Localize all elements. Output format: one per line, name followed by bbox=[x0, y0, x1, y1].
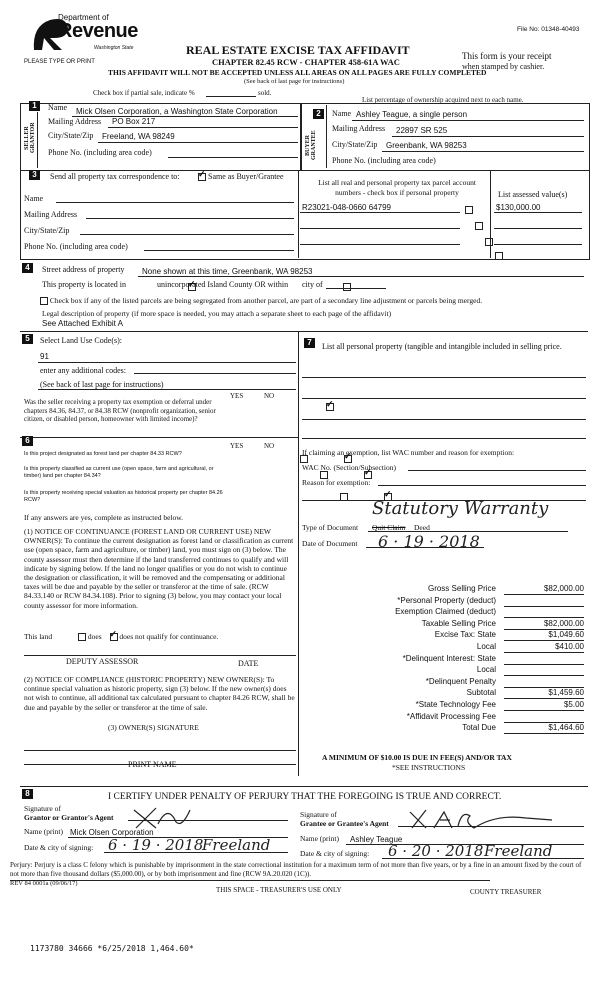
section-6-badge: 6 bbox=[22, 436, 33, 446]
s6-yes-header: YES bbox=[230, 442, 244, 450]
s5-yes-header: YES bbox=[230, 392, 244, 400]
partial-sale-sold: sold. bbox=[258, 89, 272, 97]
grantee-city-value[interactable]: Freeland bbox=[484, 842, 553, 860]
fee-label: *Delinquent Penalty bbox=[425, 676, 496, 686]
fee-label: Gross Selling Price bbox=[427, 584, 496, 593]
fee-label: *Affidavit Processing Fee bbox=[406, 711, 496, 721]
fee-row bbox=[302, 607, 586, 619]
parcel-header-2: numbers - check box if personal property bbox=[335, 188, 459, 197]
fee-value[interactable] bbox=[504, 665, 584, 676]
grantee-sig-label-1: Signature of bbox=[300, 810, 337, 819]
s5-no-header: NO bbox=[264, 392, 275, 400]
land-does-not-checkbox[interactable] bbox=[110, 633, 118, 641]
grantor-name-label: Name (print) bbox=[24, 827, 63, 836]
assessed-value[interactable]: $130,000.00 bbox=[496, 203, 541, 212]
seller-city-value[interactable]: Freeland, WA 98249 bbox=[102, 132, 175, 141]
fee-label: Local bbox=[476, 665, 496, 675]
print-name-label: PRINT NAME bbox=[128, 760, 177, 769]
form-warning: THIS AFFIDAVIT WILL NOT BE ACCEPTED UNLESS ALL AREAS ON ALL PAGES ARE FULLY COMPLETED bbox=[108, 68, 487, 77]
fee-row bbox=[302, 584, 586, 596]
buyer-city-value[interactable]: Greenbank, WA 98253 bbox=[386, 141, 467, 150]
land-use-see-back: (See back of last page for instructions) bbox=[40, 380, 164, 389]
fees-table bbox=[302, 584, 586, 735]
fee-row bbox=[302, 642, 586, 654]
parcel-4-personal-checkbox[interactable] bbox=[495, 252, 503, 260]
document-type-label: Type of Document bbox=[302, 523, 359, 532]
see-back-header: (See back of last page for instructions) bbox=[244, 78, 345, 85]
buyer-name-value[interactable]: Ashley Teague, a single person bbox=[356, 110, 468, 119]
fee-row bbox=[302, 688, 586, 700]
treasurer-use-only: THIS SPACE - TREASURER'S USE ONLY bbox=[216, 886, 342, 894]
percentage-label: List percentage of ownership acquired next to each name. bbox=[362, 96, 524, 104]
grantee-sig-label-2: Grantee or Grantee's Agent bbox=[300, 819, 389, 828]
fee-label: Excise Tax: State bbox=[434, 630, 496, 640]
exemption-no-checkbox[interactable] bbox=[326, 403, 334, 411]
fee-label: Subtotal bbox=[466, 688, 496, 698]
file-number: File No: 01348-40493 bbox=[517, 26, 580, 33]
logo-dept: Department of bbox=[58, 13, 109, 22]
receipt-line2: when stamped by cashier. bbox=[462, 62, 545, 71]
section-1-badge: 1 bbox=[29, 101, 40, 111]
grantee-name-label: Name (print) bbox=[300, 834, 339, 843]
grantor-name-value[interactable]: Mick Olsen Corporation bbox=[70, 828, 154, 837]
parcel-2-personal-checkbox[interactable] bbox=[475, 222, 483, 230]
see-instructions-note: *SEE INSTRUCTIONS bbox=[392, 763, 466, 772]
historic-question: Is this property receiving special valuation as historical property per chapter 84.26 RCW? bbox=[24, 490, 223, 503]
exemption-reason-label: Reason for exemption: bbox=[302, 478, 371, 487]
partial-sale-label: Check box if partial sale, indicate % bbox=[93, 89, 195, 97]
located-prefix: This property is located in bbox=[42, 280, 126, 289]
same-as-buyer-option[interactable] bbox=[198, 172, 284, 181]
grantee-signature[interactable] bbox=[406, 806, 556, 832]
seller-city-label: City/State/Zip bbox=[48, 131, 94, 140]
fee-value[interactable] bbox=[504, 596, 584, 607]
buyer-city-label: City/State/Zip bbox=[332, 140, 378, 149]
unincorporated-label: unincorporated Island County OR within bbox=[157, 280, 289, 289]
fee-row bbox=[302, 677, 586, 689]
fee-label: Taxable Selling Price bbox=[421, 618, 496, 628]
fee-label: *Delinquent Interest: State bbox=[402, 653, 496, 663]
land-use-value[interactable]: 91 bbox=[40, 352, 49, 361]
form-chapter: CHAPTER 82.45 RCW - CHAPTER 458-61A WAC bbox=[212, 57, 400, 67]
grantee-date-label: Date & city of signing: bbox=[300, 849, 370, 858]
grantor-date-value[interactable]: 6 · 19 · 2018 bbox=[108, 836, 204, 854]
send-correspondence-label: Send all property tax correspondence to: bbox=[50, 172, 180, 181]
fee-row bbox=[302, 723, 586, 735]
notice-continuance: (1) NOTICE OF CONTINUANCE (FOREST LAND OR CURRENT USE) NEW OWNER(S): To continue the current designation as forest land or classification as current use (open space, farm and agriculture, or timber) land, you must sign on (3) below. The county assessor must then determine if the land transferred continues to qualify and will indicate by signing below. If the land no longer qualifies or you do not wish to continue the designation or classification, it will be removed and the compensating or additional taxes will be due and payable by the seller or transferor at the time of sale. (RCW 84.33.140 or RCW 84.34.108). Prior to signing (3) below, you may contact your local county assessor for more information. bbox=[24, 527, 294, 610]
land-use-label: Select Land Use Code(s): bbox=[40, 336, 122, 345]
fee-value[interactable]: $410.00 bbox=[504, 642, 584, 653]
deputy-date-label: DATE bbox=[238, 659, 259, 668]
seller-side-label: SELLER GRANTOR bbox=[24, 122, 36, 154]
street-address-value[interactable]: None shown at this time, Greenbank, WA 98253 bbox=[142, 267, 313, 276]
document-date-value[interactable]: 6 · 19 · 2018 bbox=[378, 532, 480, 551]
seller-address-value[interactable]: PO Box 217 bbox=[112, 117, 156, 126]
seller-name-value[interactable]: Mick Olsen Corporation, a Washington State Corporation bbox=[76, 107, 278, 116]
grantor-sig-label-2: Grantor or Grantor's Agent bbox=[24, 813, 114, 822]
perjury-statement: Perjury: Perjury is a class C felony which is punishable by imprisonment in the state correctional institution for a maximum term of not more than five years, or by a fine in an amount fixed by the court of not more than five thousand dollars ($5,000.00), or by both imprisonment and fine (RCW 9A.20.020 (1C)). bbox=[10, 861, 582, 878]
cashier-stamp: 1173780 34666 *6/25/2018 1,464.60* bbox=[30, 944, 194, 953]
s6-no-header: NO bbox=[264, 442, 275, 450]
form-revision: REV 84 0001a (09/06/17) bbox=[10, 880, 78, 887]
additional-codes-label: enter any additional codes: bbox=[40, 366, 126, 375]
document-type-struck: Quit Claim bbox=[372, 523, 406, 532]
corr-phone-label: Phone No. (including area code) bbox=[24, 242, 128, 251]
fee-value[interactable]: $1,049.60 bbox=[504, 630, 584, 641]
minimum-fee-note: A MINIMUM OF $10.00 IS DUE IN FEE(S) AND/OR TAX bbox=[322, 753, 512, 762]
land-does-checkbox[interactable] bbox=[78, 633, 86, 641]
buyer-address-value[interactable]: 22897 SR 525 bbox=[396, 126, 448, 135]
fee-value[interactable] bbox=[504, 654, 584, 665]
please-type: PLEASE TYPE OR PRINT bbox=[24, 59, 95, 65]
corr-address-label: Mailing Address bbox=[24, 210, 78, 219]
land-qualify-line: This land does ✓ does not qualify for continuance. bbox=[24, 632, 218, 641]
corr-city-label: City/State/Zip bbox=[24, 226, 70, 235]
fee-row bbox=[302, 700, 586, 712]
document-type-deed: Deed bbox=[414, 523, 430, 532]
grantor-date-label: Date & city of signing: bbox=[24, 843, 94, 852]
section-5-badge: 5 bbox=[22, 334, 33, 344]
current-use-question: Is this property classified as current use (open space, farm and agricultural, or timber) land per chapter 84.34? bbox=[24, 466, 214, 479]
grantor-city-value[interactable]: Freeland bbox=[202, 836, 271, 854]
revenue-logo bbox=[28, 10, 140, 60]
fee-row bbox=[302, 619, 586, 631]
logo-state: Washington State bbox=[94, 45, 134, 51]
fee-label: Total Due bbox=[462, 723, 496, 733]
receipt-line1: This form is your receipt bbox=[462, 51, 552, 61]
fee-value[interactable]: $82,000.00 bbox=[504, 584, 584, 595]
buyer-address-label: Mailing Address bbox=[332, 124, 386, 133]
fee-value[interactable] bbox=[504, 712, 584, 723]
fee-label: Exemption Claimed (deduct) bbox=[395, 607, 496, 617]
owner-signature-label: (3) OWNER(S) SIGNATURE bbox=[108, 723, 199, 732]
buyer-side-label: BUYER GRANTEE bbox=[305, 130, 317, 160]
fee-row bbox=[302, 654, 586, 666]
wac-number-label: WAC No. (Section/Subsection) bbox=[302, 463, 396, 472]
section-3-badge: 3 bbox=[29, 170, 40, 180]
assessed-header: List assessed value(s) bbox=[498, 190, 568, 199]
fee-value[interactable] bbox=[504, 607, 584, 618]
fee-value[interactable] bbox=[504, 677, 584, 688]
parcel-header-1: List all real and personal property tax parcel account bbox=[318, 178, 476, 187]
certify-statement: I CERTIFY UNDER PENALTY OF PERJURY THAT THE FOREGOING IS TRUE AND CORRECT. bbox=[108, 792, 502, 802]
legal-description-value[interactable]: See Attached Exhibit A bbox=[42, 319, 123, 328]
section-2-badge: 2 bbox=[313, 109, 324, 119]
parcel-number[interactable]: R23021-048-0660 64799 bbox=[302, 203, 391, 212]
city-of-label: city of bbox=[302, 280, 323, 289]
parcel-3-personal-checkbox[interactable] bbox=[485, 238, 493, 246]
seller-name-label: Name bbox=[48, 103, 68, 112]
legal-description-label: Legal description of property (if more space is needed, you may attach a separate sheet to each page of the affidavit) bbox=[42, 309, 392, 318]
grantor-sig-label-1: Signature of bbox=[24, 804, 61, 813]
same-as-buyer-checkbox[interactable] bbox=[198, 173, 206, 181]
fee-value[interactable]: $1,464.60 bbox=[504, 723, 584, 734]
personal-property-label: List all personal property (tangible and intangible included in selling price. bbox=[322, 342, 562, 351]
fee-label: *State Technology Fee bbox=[415, 699, 496, 709]
fee-row bbox=[302, 630, 586, 642]
fee-label: Local bbox=[476, 641, 496, 651]
claim-exemption-label: If claiming an exemption, list WAC number and reason for exemption: bbox=[302, 448, 515, 457]
buyer-name-label: Name bbox=[332, 109, 352, 118]
seller-address-label: Mailing Address bbox=[48, 117, 102, 126]
county-treasurer-label: COUNTY TREASURER bbox=[470, 888, 542, 896]
segregated-note[interactable]: Check box if any of the listed parcels are being segregated from another parcel, are part of a secondary line adjustment or parcels being merged. bbox=[40, 296, 482, 305]
fee-value[interactable]: $1,459.60 bbox=[504, 688, 584, 699]
grantee-name-value[interactable]: Ashley Teague bbox=[350, 835, 403, 844]
street-address-label: Street address of property bbox=[42, 265, 125, 274]
fee-row bbox=[302, 712, 586, 724]
seller-phone-label: Phone No. (including area code) bbox=[48, 148, 152, 157]
fee-label: *Personal Property (deduct) bbox=[397, 595, 496, 605]
parcel-1-personal-checkbox[interactable] bbox=[465, 206, 473, 214]
fee-row bbox=[302, 596, 586, 608]
grantor-signature[interactable] bbox=[130, 802, 200, 830]
buyer-phone-label: Phone No. (including area code) bbox=[332, 156, 436, 165]
section-8-badge: 8 bbox=[22, 789, 33, 799]
form-title: REAL ESTATE EXCISE TAX AFFIDAVIT bbox=[186, 43, 410, 57]
section-4-badge: 4 bbox=[22, 263, 33, 273]
notice-compliance: (2) NOTICE OF COMPLIANCE (HISTORIC PROPERTY) NEW OWNER(S): To continue special valuation as historic property, sign (3) below. If the new owner(s) does not wish to continue, all additional tax calculated pursuant to chapter 84.26 RCW, shall be due and payable by the seller or transferor at the time of sale. bbox=[24, 675, 295, 712]
document-date-label: Date of Document bbox=[302, 539, 358, 548]
logo-name: Revenue bbox=[58, 20, 138, 42]
section-7-badge: 7 bbox=[304, 338, 315, 348]
grantee-date-value[interactable]: 6 · 20 · 2018 bbox=[388, 842, 484, 860]
document-type-handwritten[interactable]: Statutory Warranty bbox=[372, 498, 549, 519]
deputy-assessor-label: DEPUTY ASSESSOR bbox=[66, 657, 139, 666]
forest-land-question: Is this project designated as forest land per chapter 84.33 RCW? bbox=[24, 451, 182, 457]
fee-value[interactable]: $5.00 bbox=[504, 700, 584, 711]
fee-row bbox=[302, 665, 586, 677]
any-yes-note: If any answers are yes, complete as instructed below. bbox=[24, 513, 184, 522]
same-as-buyer-label: Same as Buyer/Grantee bbox=[208, 172, 284, 181]
corr-name-label: Name bbox=[24, 194, 44, 203]
exemption-question: Was the seller receiving a property tax exemption or deferral under chapters 84.36, 84.37, or 84.38 RCW (nonprofit organization, senior citizen, or disabled person, homeowner with limited income)? bbox=[24, 398, 216, 423]
segregated-checkbox[interactable] bbox=[40, 297, 48, 305]
fee-value[interactable]: $82,000.00 bbox=[504, 619, 584, 630]
